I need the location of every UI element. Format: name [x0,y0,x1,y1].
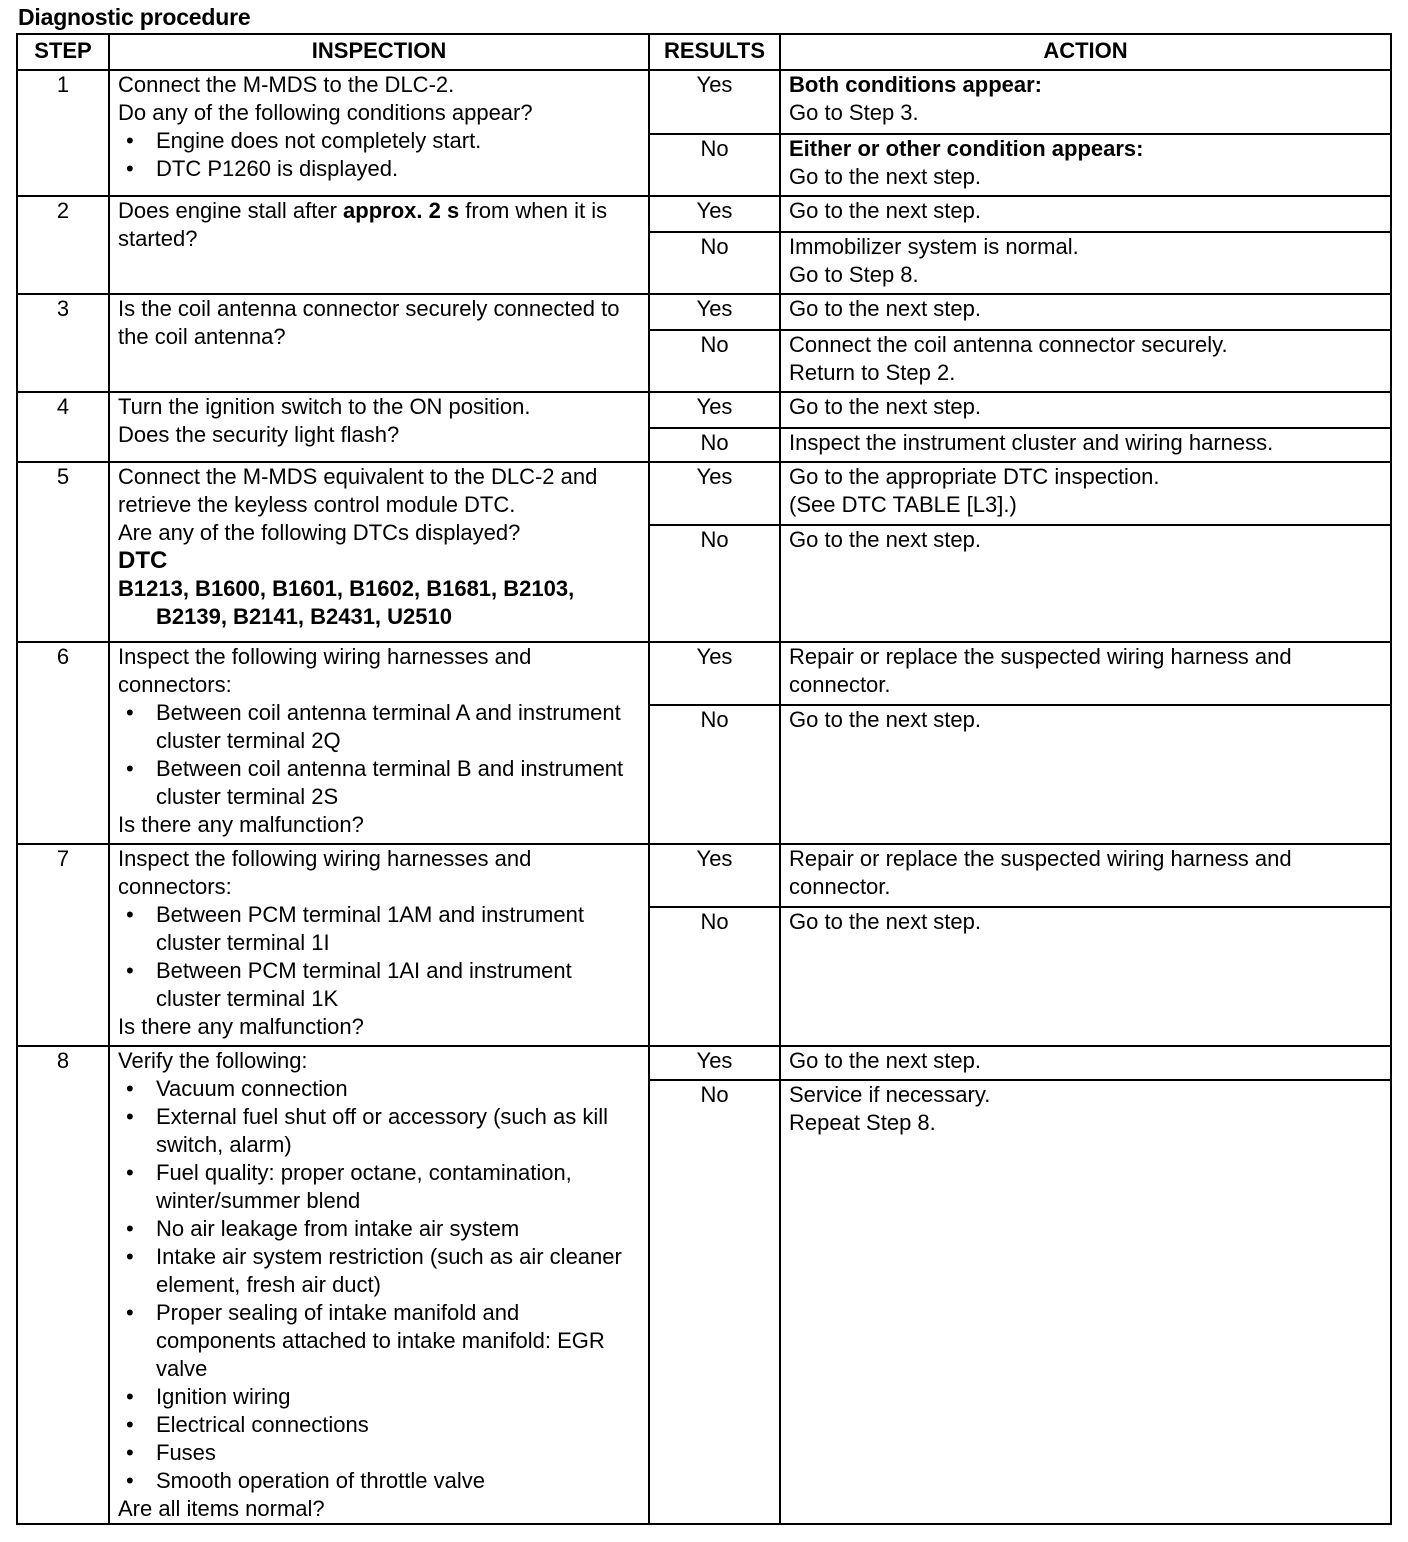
table-row [17,844,1391,907]
page-title: Diagnostic procedure [18,4,251,30]
inspection-cell [109,70,649,196]
dtc-list [118,575,640,631]
table-row [17,294,1391,330]
inspection-question: Is there any malfunction? [118,1014,364,1039]
inspection-text: Are any of the following DTCs displayed? [118,520,521,545]
action-text: Go to the appropriate DTC inspection. [789,464,1160,489]
bullet-item: • Smooth operation of throttle valve [156,1467,640,1495]
inspection-cell [109,462,649,642]
inspection-text: Inspect the following wiring harnesses and connectors: [118,644,532,697]
inspection-cell [109,1046,649,1524]
action-yes [780,196,1391,232]
inspection-text [118,197,640,253]
result-no: No [649,525,780,642]
action-text: Go to the next step. [789,394,982,419]
bullet-item: • Vacuum connection [156,1075,640,1103]
action-text: Connect the coil antenna connector securely. [789,332,1228,357]
action-yes [780,462,1391,525]
inspection-question: Is there any malfunction? [118,812,364,837]
bullet-item: • Engine does not completely start. [156,127,640,155]
bullet-item: • Fuses [156,1439,640,1467]
action-no [780,134,1391,196]
action-text: Repeat Step 8. [789,1110,936,1136]
bullet-list [118,1075,640,1495]
inspection-cell [109,196,649,294]
inspection-text: Connect the M-MDS to the DLC-2. [118,72,455,97]
result-yes: Yes [649,462,780,525]
action-text: Go to the next step. [789,296,982,321]
inspection-cell [109,844,649,1046]
action-text: Immobilizer system is normal. [789,234,1079,259]
inspection-text: Connect the M-MDS equivalent to the DLC-2 and retrieve the keyless control module DTC. [118,464,598,517]
table-body [17,70,1391,1524]
action-text: Service if necessary. [789,1082,991,1108]
action-text: Go to Step 8. [789,262,919,287]
step-number: 4 [17,392,109,462]
inspection-question: Are all items normal? [118,1496,325,1521]
table-row [17,70,1391,134]
dtc-label: DTC [118,547,168,574]
inspection-text-pre: Does engine stall after [118,198,344,223]
dtc-codes-line1: B1213, B1600, B1601, B1602, B1681, B2103, [118,576,575,601]
table-row [17,1046,1391,1080]
step-number: 5 [17,462,109,642]
header-inspection: INSPECTION [109,34,649,70]
bullet-item: • Between PCM terminal 1AM and instrument cluster terminal 1I [156,901,640,957]
action-no [780,705,1391,844]
bullet-item: • Intake air system restriction (such as air cleaner element, fresh air duct) [156,1243,640,1299]
result-no: No [649,428,780,462]
action-text: Inspect the instrument cluster and wiring harness. [789,430,1274,455]
header-results: RESULTS [649,34,780,70]
header-step: STEP [17,34,109,70]
action-yes [780,392,1391,428]
step-number: 6 [17,642,109,844]
inspection-cell [109,294,649,392]
result-no: No [649,705,780,844]
diagnostic-table [16,33,1392,1525]
bullet-list [118,699,640,811]
table-row [17,392,1391,428]
inspection-bold: approx. 2 s [343,198,460,223]
bullet-item: • Fuel quality: proper octane, contamination, winter/summer blend [156,1159,640,1215]
result-yes: Yes [649,294,780,330]
inspection-cell [109,642,649,844]
action-text: Go to the next step. [789,707,982,732]
header-row [17,34,1391,70]
result-yes: Yes [649,844,780,907]
inspection-text: Does the security light flash? [118,422,400,447]
action-text: Go to the next step. [789,198,982,223]
action-text: Repair or replace the suspected wiring harness and connector. [789,644,1292,697]
action-yes [780,1046,1391,1080]
table-row [17,462,1391,525]
result-yes: Yes [649,642,780,705]
inspection-text: Do any of the following conditions appear? [118,100,533,125]
action-text: Go to the next step. [789,1048,982,1073]
action-yes [780,844,1391,907]
action-no [780,1080,1391,1524]
bullet-item: • DTC P1260 is displayed. [156,155,640,183]
result-yes: Yes [649,1046,780,1080]
action-text: Go to the next step. [789,527,982,552]
result-yes: Yes [649,196,780,232]
action-yes [780,294,1391,330]
bullet-item: • External fuel shut off or accessory (such as kill switch, alarm) [156,1103,640,1159]
action-no [780,907,1391,1046]
action-no [780,232,1391,294]
bullet-list [118,901,640,1013]
bullet-item: • Ignition wiring [156,1383,640,1411]
table-row [17,196,1391,232]
bullet-item: • Proper sealing of intake manifold and components attached to intake manifold: EGR valve [156,1299,640,1383]
action-text: Go to the next step. [789,164,982,189]
bullet-item: • Between coil antenna terminal A and instrument cluster terminal 2Q [156,699,640,755]
inspection-cell [109,392,649,462]
result-yes: Yes [649,392,780,428]
action-text: Return to Step 2. [789,360,956,385]
step-number: 1 [17,70,109,196]
step-number: 2 [17,196,109,294]
result-no: No [649,1080,780,1524]
action-yes [780,642,1391,705]
action-text: (See DTC TABLE [L3].) [789,492,1017,517]
bullet-item: • Electrical connections [156,1411,640,1439]
bullet-item: • Between PCM terminal 1AI and instrument cluster terminal 1K [156,957,640,1013]
inspection-text: Inspect the following wiring harnesses and connectors: [118,846,532,899]
action-text: Go to the next step. [789,909,982,934]
result-no: No [649,907,780,1046]
action-bold-text: Either or other condition appears: [789,136,1144,161]
action-text: Repair or replace the suspected wiring harness and connector. [789,846,1292,899]
action-no [780,525,1391,642]
inspection-text: Turn the ignition switch to the ON position. [118,394,531,419]
step-number: 8 [17,1046,109,1524]
step-number: 7 [17,844,109,1046]
header-action: ACTION [780,34,1391,70]
inspection-text: Is the coil antenna connector securely connected to the coil antenna? [118,296,620,349]
table-row [17,642,1391,705]
result-no: No [649,330,780,392]
inspection-text: Verify the following: [118,1048,308,1073]
action-no [780,428,1391,462]
bullet-list [118,127,640,183]
result-yes: Yes [649,70,780,134]
result-no: No [649,232,780,294]
action-text: Go to Step 3. [789,100,919,125]
dtc-codes-line2: B2139, B2141, B2431, U2510 [156,604,452,629]
result-no: No [649,134,780,196]
action-no [780,330,1391,392]
action-yes [780,70,1391,134]
step-number: 3 [17,294,109,392]
bullet-item: • Between coil antenna terminal B and instrument cluster terminal 2S [156,755,640,811]
action-bold-text: Both conditions appear: [789,72,1042,97]
inspection-text-post: from when it is started? [118,198,608,251]
bullet-item: • No air leakage from intake air system [156,1215,640,1243]
